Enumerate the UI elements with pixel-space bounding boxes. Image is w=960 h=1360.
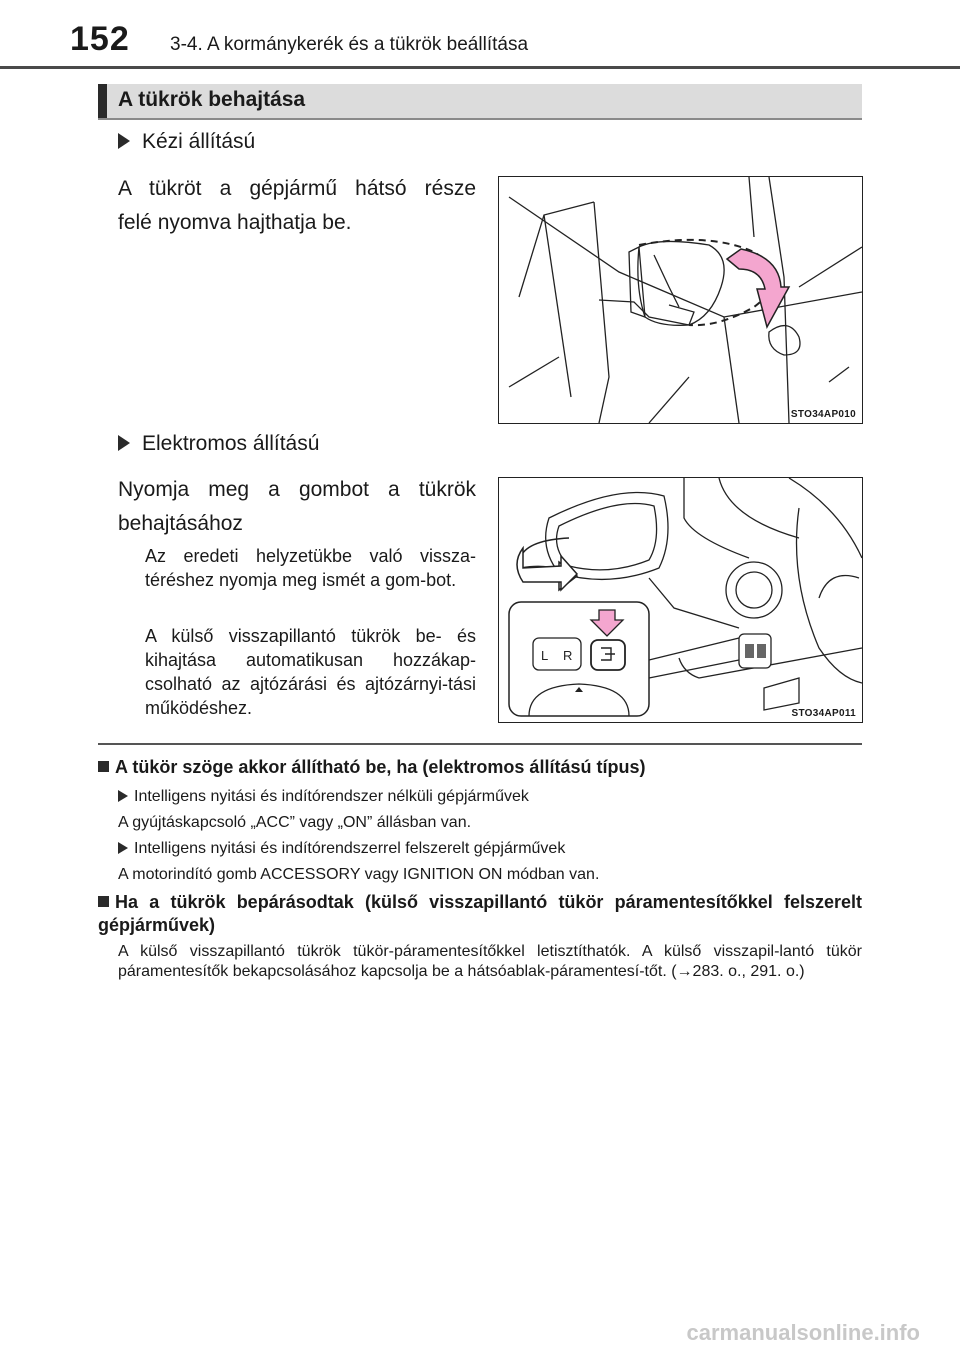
angle-topic-title: A tükör szöge akkor állítható be, ha (elektromos állítású típus) <box>115 757 646 777</box>
section-header <box>98 84 862 120</box>
angle-sub-smart-label: Intelligens nyitási és indítórendszerrel felszerelt gépjárművek <box>134 840 566 857</box>
electric-note-auto: A külső visszapillantó tükrök be- és kihajtása automatikusan hozzákap-csolható az ajtózárási és ajtózárnyi-tási működéshez. <box>145 626 476 718</box>
electric-heading-label: Elektromos állítású <box>142 432 320 455</box>
angle-sub-smart <box>118 840 565 858</box>
triangle-bullet-icon <box>118 790 128 802</box>
electric-body-line2: behajtásához <box>118 512 243 535</box>
manual-body-line1: A tükröt a gépjármű hátsó része <box>118 177 476 200</box>
electric-note-return: Az eredeti helyzetükbe való vissza-téréshez nyomja meg ismét a gom-bot. <box>145 546 476 590</box>
chapter-title: 3-4. A kormánykerék és a tükrök beállítása <box>170 34 529 55</box>
switch-label-l: L <box>541 648 549 663</box>
switch-cluster <box>739 634 771 668</box>
section-divider <box>98 743 862 745</box>
mirror-fold-button <box>591 640 625 670</box>
fog-topic-title: Ha a tükrök bepárásodtak (külső visszapillantó tükör páramentesítőkkel felszerelt gépjárművek) <box>98 892 862 935</box>
manual-body-line2: felé nyomva hajthatja be. <box>118 211 352 234</box>
electric-figure-code: STO34AP011 <box>791 708 856 719</box>
section-marker <box>98 84 107 118</box>
triangle-bullet-icon <box>118 842 128 854</box>
electric-body-line1: Nyomja meg a gombot a tükrök <box>118 478 476 501</box>
fog-topic-text: A külső visszapillantó tükrök tükör-páramentesítőkkel letisztíthatók. A külső visszapil-lantó tükör páramentesítők bekapcsolásához kapcsolja be a hátsóablak-páramentesí-tőt. (→283. o., 291. o.) <box>118 943 862 980</box>
angle-text-smart: A motorindító gomb ACCESSORY vagy IGNITION ON módban van. <box>118 866 600 883</box>
manual-mirror-illustration <box>499 177 862 423</box>
electric-mirror-figure <box>498 477 863 723</box>
angle-sub-no-smart-label: Intelligens nyitási és indítórendszer nélküli gépjárművek <box>134 788 529 805</box>
electric-heading <box>118 432 319 456</box>
watermark: carmanualsonline.info <box>686 1320 920 1345</box>
angle-topic-heading <box>98 756 862 779</box>
fog-topic-heading <box>98 891 862 937</box>
electric-mirror-illustration <box>499 478 862 722</box>
page-number: 152 <box>70 20 130 58</box>
switch-label-r: R <box>563 648 573 663</box>
angle-sub-no-smart <box>118 788 529 806</box>
square-bullet-icon <box>98 896 109 907</box>
angle-text-no-smart: A gyújtáskapcsoló „ACC” vagy „ON” állásban van. <box>118 814 472 831</box>
triangle-bullet-icon <box>118 133 130 149</box>
header-rule <box>0 66 960 69</box>
manual-heading-label: Kézi állítású <box>142 130 256 153</box>
fold-direction-arrow-icon <box>517 548 577 590</box>
triangle-bullet-icon <box>118 435 130 451</box>
manual-heading <box>118 130 255 154</box>
manual-mirror-figure <box>498 176 863 424</box>
manual-figure-code: STO34AP010 <box>790 409 856 420</box>
square-bullet-icon <box>98 761 109 772</box>
section-title: A tükrök behajtása <box>118 88 306 111</box>
